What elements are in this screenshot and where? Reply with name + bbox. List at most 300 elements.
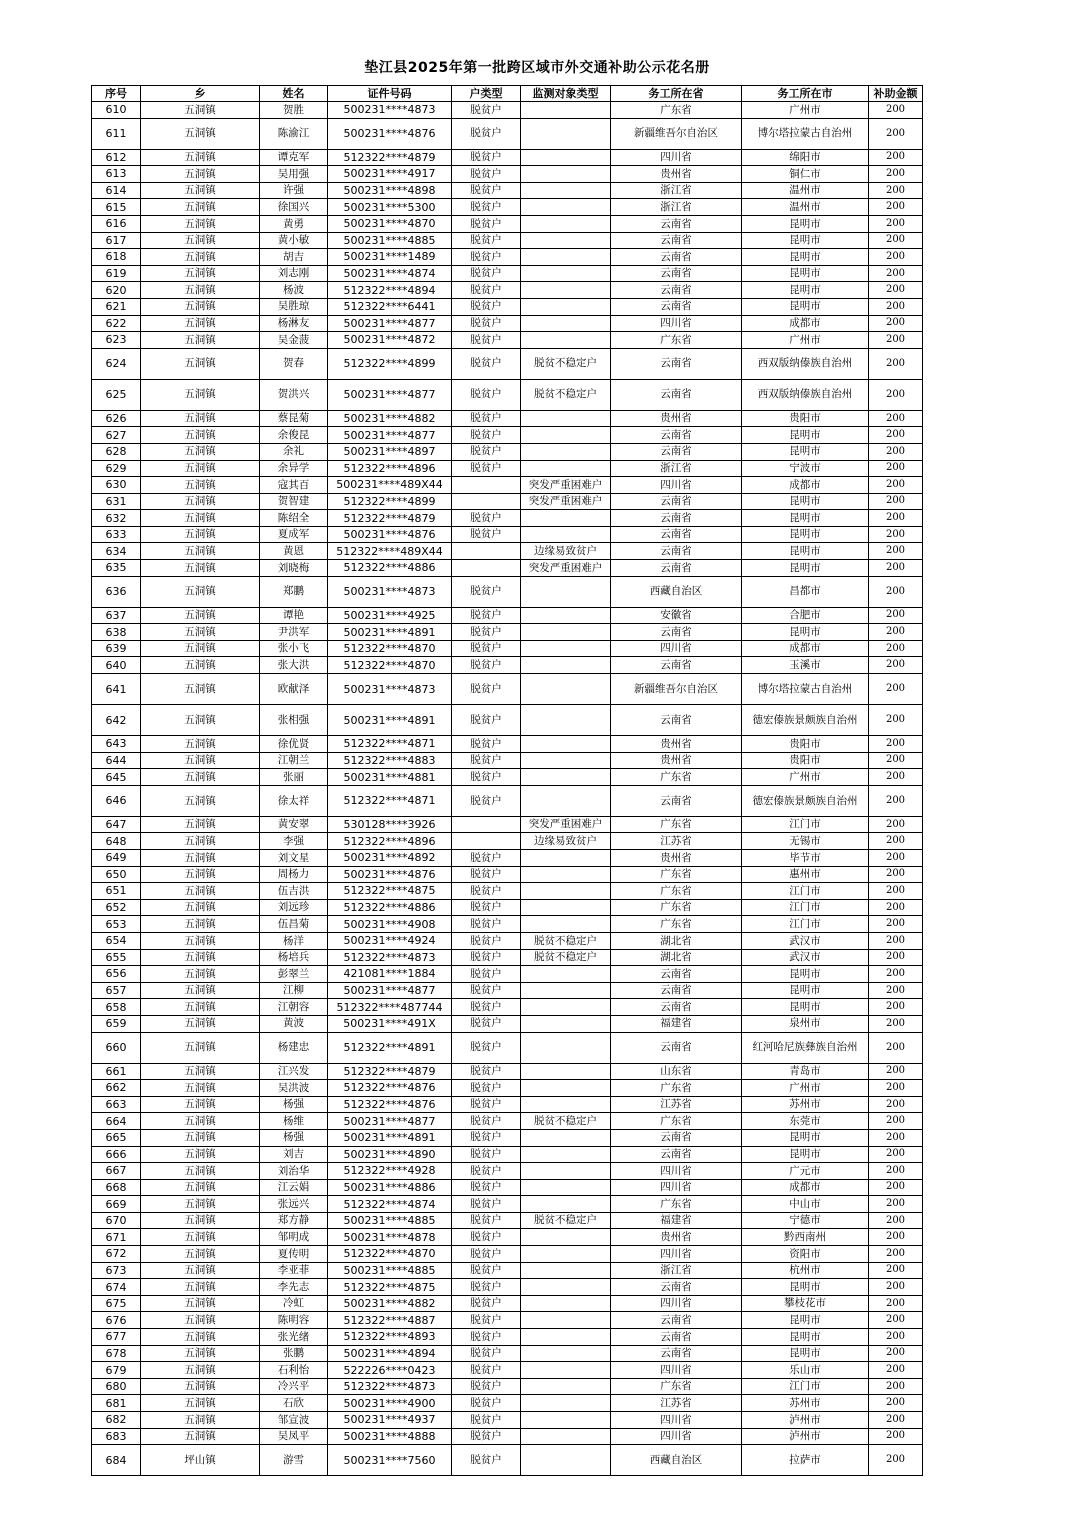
row-household-type: 脱贫户 xyxy=(452,348,521,379)
row-work-province: 云南省 xyxy=(611,1146,742,1163)
row-work-province: 四川省 xyxy=(611,1362,742,1379)
row-name: 石欣 xyxy=(260,1395,328,1412)
row-id-number: 500231****4890 xyxy=(328,1146,452,1163)
row-monitor-type xyxy=(521,265,611,282)
row-work-province: 云南省 xyxy=(611,443,742,460)
row-name: 黄勇 xyxy=(260,215,328,232)
table-row xyxy=(92,443,923,460)
table-row xyxy=(92,379,923,410)
row-work-city: 昆明市 xyxy=(742,526,869,543)
table-row xyxy=(92,1015,923,1032)
row-name: 江云娟 xyxy=(260,1179,328,1196)
row-id-number: 512322****4871 xyxy=(328,736,452,753)
row-subsidy-amount: 200 xyxy=(869,883,923,900)
table-row xyxy=(92,149,923,166)
row-index: 663 xyxy=(92,1096,141,1113)
row-monitor-type: 脱贫不稳定户 xyxy=(521,348,611,379)
row-work-city: 昆明市 xyxy=(742,493,869,510)
row-township: 五洞镇 xyxy=(141,785,260,816)
row-monitor-type xyxy=(521,510,611,527)
row-township: 五洞镇 xyxy=(141,543,260,560)
row-township: 五洞镇 xyxy=(141,1146,260,1163)
row-name: 余异学 xyxy=(260,460,328,477)
row-household-type: 脱贫户 xyxy=(452,1015,521,1032)
row-subsidy-amount: 200 xyxy=(869,1445,923,1476)
row-work-province: 云南省 xyxy=(611,785,742,816)
row-household-type: 脱贫户 xyxy=(452,1146,521,1163)
table-row xyxy=(92,477,923,494)
row-name: 冷虹 xyxy=(260,1295,328,1312)
row-index: 660 xyxy=(92,1032,141,1063)
row-monitor-type xyxy=(521,640,611,657)
row-township: 五洞镇 xyxy=(141,1163,260,1180)
table-row xyxy=(92,199,923,216)
row-name: 张远兴 xyxy=(260,1196,328,1213)
row-subsidy-amount: 200 xyxy=(869,624,923,641)
table-row xyxy=(92,916,923,933)
row-id-number: 500231****4882 xyxy=(328,1295,452,1312)
row-id-number: 512322****4886 xyxy=(328,560,452,577)
row-index: 626 xyxy=(92,410,141,427)
row-index: 681 xyxy=(92,1395,141,1412)
row-subsidy-amount: 200 xyxy=(869,949,923,966)
row-work-province: 云南省 xyxy=(611,232,742,249)
row-work-province: 贵州省 xyxy=(611,850,742,867)
row-monitor-type xyxy=(521,443,611,460)
row-work-city: 昆明市 xyxy=(742,1146,869,1163)
row-township: 五洞镇 xyxy=(141,560,260,577)
row-work-province: 四川省 xyxy=(611,315,742,332)
row-index: 661 xyxy=(92,1063,141,1080)
row-subsidy-amount: 200 xyxy=(869,215,923,232)
row-household-type: 脱贫户 xyxy=(452,1163,521,1180)
row-work-city: 红河哈尼族彝族自治州 xyxy=(742,1032,869,1063)
row-id-number: 500231****4898 xyxy=(328,182,452,199)
row-monitor-type: 脱贫不稳定户 xyxy=(521,1212,611,1229)
row-work-city: 昆明市 xyxy=(742,1312,869,1329)
row-name: 刘文星 xyxy=(260,850,328,867)
table-row xyxy=(92,640,923,657)
row-id-number: 512322****4870 xyxy=(328,1246,452,1263)
row-township: 五洞镇 xyxy=(141,624,260,641)
row-work-province: 广东省 xyxy=(611,332,742,349)
row-work-city: 广州市 xyxy=(742,769,869,786)
row-id-number: 512322****4871 xyxy=(328,785,452,816)
row-index: 637 xyxy=(92,607,141,624)
row-id-number: 500231****4877 xyxy=(328,1113,452,1130)
row-work-province: 云南省 xyxy=(611,427,742,444)
row-household-type: 脱贫户 xyxy=(452,1345,521,1362)
row-monitor-type xyxy=(521,769,611,786)
row-id-number: 500231****4882 xyxy=(328,410,452,427)
row-work-province: 贵州省 xyxy=(611,166,742,183)
row-index: 649 xyxy=(92,850,141,867)
table-row xyxy=(92,1096,923,1113)
row-name: 杨洋 xyxy=(260,932,328,949)
row-name: 冷兴平 xyxy=(260,1378,328,1395)
row-township: 五洞镇 xyxy=(141,640,260,657)
row-name: 邹明成 xyxy=(260,1229,328,1246)
row-monitor-type xyxy=(521,1279,611,1296)
row-household-type: 脱贫户 xyxy=(452,1412,521,1429)
row-household-type: 脱贫户 xyxy=(452,1229,521,1246)
row-monitor-type xyxy=(521,526,611,543)
row-work-city: 绵阳市 xyxy=(742,149,869,166)
row-township: 五洞镇 xyxy=(141,916,260,933)
row-id-number: 500231****489X44 xyxy=(328,477,452,494)
row-township: 五洞镇 xyxy=(141,1212,260,1229)
row-township: 五洞镇 xyxy=(141,1113,260,1130)
row-work-province: 四川省 xyxy=(611,1412,742,1429)
row-id-number: 500231****4924 xyxy=(328,932,452,949)
row-monitor-type xyxy=(521,1378,611,1395)
row-id-number: 512322****4893 xyxy=(328,1329,452,1346)
row-subsidy-amount: 200 xyxy=(869,1329,923,1346)
row-monitor-type xyxy=(521,752,611,769)
row-name: 刘晓梅 xyxy=(260,560,328,577)
table-row xyxy=(92,560,923,577)
row-index: 625 xyxy=(92,379,141,410)
row-township: 五洞镇 xyxy=(141,332,260,349)
row-subsidy-amount: 200 xyxy=(869,265,923,282)
row-id-number: 512322****4886 xyxy=(328,899,452,916)
table-row xyxy=(92,249,923,266)
row-id-number: 512322****4873 xyxy=(328,1378,452,1395)
table-row xyxy=(92,332,923,349)
row-work-city: 贵阳市 xyxy=(742,410,869,427)
row-id-number: 500231****4885 xyxy=(328,232,452,249)
row-subsidy-amount: 200 xyxy=(869,1279,923,1296)
row-township: 五洞镇 xyxy=(141,752,260,769)
row-monitor-type xyxy=(521,899,611,916)
row-index: 638 xyxy=(92,624,141,641)
row-work-province: 云南省 xyxy=(611,1312,742,1329)
row-subsidy-amount: 200 xyxy=(869,1312,923,1329)
row-id-number: 500231****4873 xyxy=(328,576,452,607)
row-work-province: 广东省 xyxy=(611,1378,742,1395)
row-monitor-type: 边缘易致贫户 xyxy=(521,543,611,560)
row-index: 657 xyxy=(92,982,141,999)
row-index: 643 xyxy=(92,736,141,753)
row-township: 五洞镇 xyxy=(141,705,260,736)
row-id-number: 500231****4894 xyxy=(328,1345,452,1362)
row-monitor-type xyxy=(521,1129,611,1146)
row-work-province: 江苏省 xyxy=(611,1096,742,1113)
row-work-city: 德宏傣族景颇族自治州 xyxy=(742,785,869,816)
row-index: 646 xyxy=(92,785,141,816)
table-row xyxy=(92,1262,923,1279)
row-household-type: 脱贫户 xyxy=(452,166,521,183)
row-name: 贺春 xyxy=(260,348,328,379)
row-work-city: 温州市 xyxy=(742,199,869,216)
row-id-number: 500231****4877 xyxy=(328,379,452,410)
row-township: 五洞镇 xyxy=(141,118,260,149)
row-index: 668 xyxy=(92,1179,141,1196)
row-work-city: 昆明市 xyxy=(742,282,869,299)
row-id-number: 512322****4870 xyxy=(328,640,452,657)
row-index: 627 xyxy=(92,427,141,444)
row-index: 652 xyxy=(92,899,141,916)
row-household-type: 脱贫户 xyxy=(452,249,521,266)
table-row xyxy=(92,315,923,332)
row-work-city: 攀枝花市 xyxy=(742,1295,869,1312)
row-monitor-type xyxy=(521,736,611,753)
row-work-province: 云南省 xyxy=(611,657,742,674)
row-monitor-type xyxy=(521,1246,611,1263)
row-household-type: 脱贫户 xyxy=(452,1179,521,1196)
row-township: 五洞镇 xyxy=(141,1345,260,1362)
row-name: 黄小敏 xyxy=(260,232,328,249)
table-row xyxy=(92,102,923,119)
row-household-type: 脱贫户 xyxy=(452,1312,521,1329)
row-household-type xyxy=(452,543,521,560)
row-subsidy-amount: 200 xyxy=(869,526,923,543)
row-work-province: 云南省 xyxy=(611,1279,742,1296)
row-index: 644 xyxy=(92,752,141,769)
row-subsidy-amount: 200 xyxy=(869,999,923,1016)
row-work-province: 广东省 xyxy=(611,916,742,933)
page-title: 垫江县2025年第一批跨区域市外交通补助公示花名册 xyxy=(364,60,710,76)
row-work-city: 毕节市 xyxy=(742,850,869,867)
row-index: 653 xyxy=(92,916,141,933)
header-name: 姓名 xyxy=(260,86,328,102)
row-id-number: 512322****4883 xyxy=(328,752,452,769)
row-index: 642 xyxy=(92,705,141,736)
row-work-city: 贵阳市 xyxy=(742,736,869,753)
row-work-province: 广东省 xyxy=(611,866,742,883)
row-monitor-type: 脱贫不稳定户 xyxy=(521,949,611,966)
row-work-city: 温州市 xyxy=(742,182,869,199)
row-subsidy-amount: 200 xyxy=(869,576,923,607)
row-id-number: 512322****4879 xyxy=(328,510,452,527)
row-subsidy-amount: 200 xyxy=(869,1362,923,1379)
row-id-number: 500231****4897 xyxy=(328,443,452,460)
row-work-city: 昆明市 xyxy=(742,249,869,266)
row-township: 五洞镇 xyxy=(141,102,260,119)
row-household-type: 脱贫户 xyxy=(452,785,521,816)
table-row xyxy=(92,1129,923,1146)
row-household-type: 脱贫户 xyxy=(452,866,521,883)
row-index: 672 xyxy=(92,1246,141,1263)
row-subsidy-amount: 200 xyxy=(869,1129,923,1146)
row-work-city: 昆明市 xyxy=(742,1129,869,1146)
row-township: 五洞镇 xyxy=(141,379,260,410)
row-name: 张相强 xyxy=(260,705,328,736)
table-row xyxy=(92,607,923,624)
table-row xyxy=(92,543,923,560)
row-monitor-type xyxy=(521,1196,611,1213)
row-index: 671 xyxy=(92,1229,141,1246)
row-work-province: 云南省 xyxy=(611,966,742,983)
row-index: 616 xyxy=(92,215,141,232)
row-township: 五洞镇 xyxy=(141,410,260,427)
row-work-city: 东莞市 xyxy=(742,1113,869,1130)
row-household-type xyxy=(452,816,521,833)
table-row xyxy=(92,1395,923,1412)
row-household-type: 脱贫户 xyxy=(452,215,521,232)
row-work-city: 铜仁市 xyxy=(742,166,869,183)
row-subsidy-amount: 200 xyxy=(869,149,923,166)
table-row xyxy=(92,966,923,983)
row-township: 五洞镇 xyxy=(141,866,260,883)
row-subsidy-amount: 200 xyxy=(869,460,923,477)
row-index: 669 xyxy=(92,1196,141,1213)
row-household-type: 脱贫户 xyxy=(452,298,521,315)
row-work-city: 泉州市 xyxy=(742,1015,869,1032)
row-name: 杨培兵 xyxy=(260,949,328,966)
row-monitor-type xyxy=(521,674,611,705)
row-work-province: 云南省 xyxy=(611,510,742,527)
row-index: 664 xyxy=(92,1113,141,1130)
row-work-province: 新疆维吾尔自治区 xyxy=(611,118,742,149)
header-index: 序号 xyxy=(92,86,141,102)
row-work-province: 浙江省 xyxy=(611,199,742,216)
row-subsidy-amount: 200 xyxy=(869,785,923,816)
row-township: 五洞镇 xyxy=(141,657,260,674)
table-row xyxy=(92,1246,923,1263)
table-row xyxy=(92,850,923,867)
row-work-city: 昆明市 xyxy=(742,510,869,527)
table-row xyxy=(92,298,923,315)
row-household-type: 脱贫户 xyxy=(452,932,521,949)
row-household-type: 脱贫户 xyxy=(452,410,521,427)
row-index: 679 xyxy=(92,1362,141,1379)
row-subsidy-amount: 200 xyxy=(869,560,923,577)
row-work-city: 武汉市 xyxy=(742,932,869,949)
row-index: 647 xyxy=(92,816,141,833)
row-monitor-type xyxy=(521,1412,611,1429)
row-subsidy-amount: 200 xyxy=(869,1412,923,1429)
row-name: 刘吉 xyxy=(260,1146,328,1163)
row-name: 徐国兴 xyxy=(260,199,328,216)
row-work-province: 浙江省 xyxy=(611,460,742,477)
row-work-city: 玉溪市 xyxy=(742,657,869,674)
row-id-number: 500231****4892 xyxy=(328,850,452,867)
row-work-city: 中山市 xyxy=(742,1196,869,1213)
row-work-province: 贵州省 xyxy=(611,1229,742,1246)
row-subsidy-amount: 200 xyxy=(869,850,923,867)
row-id-number: 500231****4877 xyxy=(328,315,452,332)
table-row xyxy=(92,526,923,543)
row-work-city: 宁德市 xyxy=(742,1212,869,1229)
row-work-province: 新疆维吾尔自治区 xyxy=(611,674,742,705)
row-household-type: 脱贫户 xyxy=(452,427,521,444)
header-subsidy-amount: 补助金额 xyxy=(869,86,923,102)
row-township: 五洞镇 xyxy=(141,1412,260,1429)
row-work-province: 广东省 xyxy=(611,899,742,916)
row-household-type: 脱贫户 xyxy=(452,1129,521,1146)
row-work-city: 昆明市 xyxy=(742,543,869,560)
row-subsidy-amount: 200 xyxy=(869,607,923,624)
row-household-type: 脱贫户 xyxy=(452,1378,521,1395)
row-work-city: 广州市 xyxy=(742,102,869,119)
row-township: 五洞镇 xyxy=(141,315,260,332)
row-work-city: 宁波市 xyxy=(742,460,869,477)
row-work-city: 苏州市 xyxy=(742,1395,869,1412)
row-id-number: 500231****4872 xyxy=(328,332,452,349)
row-household-type: 脱贫户 xyxy=(452,526,521,543)
row-name: 江兴发 xyxy=(260,1063,328,1080)
row-name: 李亚菲 xyxy=(260,1262,328,1279)
row-household-type xyxy=(452,833,521,850)
row-work-city: 广元市 xyxy=(742,1163,869,1180)
row-id-number: 500231****4937 xyxy=(328,1412,452,1429)
row-household-type: 脱贫户 xyxy=(452,102,521,119)
row-monitor-type xyxy=(521,1063,611,1080)
row-id-number: 512322****4899 xyxy=(328,493,452,510)
row-name: 刘远珍 xyxy=(260,899,328,916)
row-monitor-type xyxy=(521,1146,611,1163)
row-household-type: 脱贫户 xyxy=(452,1113,521,1130)
table-row xyxy=(92,1212,923,1229)
row-index: 621 xyxy=(92,298,141,315)
row-monitor-type xyxy=(521,1179,611,1196)
row-monitor-type xyxy=(521,410,611,427)
row-index: 613 xyxy=(92,166,141,183)
row-household-type: 脱贫户 xyxy=(452,1362,521,1379)
row-id-number: 512322****4899 xyxy=(328,348,452,379)
row-township: 五洞镇 xyxy=(141,477,260,494)
row-monitor-type: 突发严重困难户 xyxy=(521,477,611,494)
row-subsidy-amount: 200 xyxy=(869,1229,923,1246)
table-row xyxy=(92,460,923,477)
row-household-type: 脱贫户 xyxy=(452,1329,521,1346)
row-id-number: 530128****3926 xyxy=(328,816,452,833)
row-township: 五洞镇 xyxy=(141,348,260,379)
row-name: 尹洪军 xyxy=(260,624,328,641)
row-monitor-type xyxy=(521,427,611,444)
row-id-number: 500231****4908 xyxy=(328,916,452,933)
row-subsidy-amount: 200 xyxy=(869,640,923,657)
row-work-city: 德宏傣族景颇族自治州 xyxy=(742,705,869,736)
row-household-type: 脱贫户 xyxy=(452,736,521,753)
row-township: 五洞镇 xyxy=(141,1262,260,1279)
row-name: 邹宣波 xyxy=(260,1412,328,1429)
row-name: 余礼 xyxy=(260,443,328,460)
row-work-province: 四川省 xyxy=(611,1428,742,1445)
row-township: 五洞镇 xyxy=(141,1329,260,1346)
row-monitor-type: 突发严重困难户 xyxy=(521,816,611,833)
row-subsidy-amount: 200 xyxy=(869,1179,923,1196)
table-row xyxy=(92,705,923,736)
row-household-type: 脱贫户 xyxy=(452,916,521,933)
row-subsidy-amount: 200 xyxy=(869,866,923,883)
row-subsidy-amount: 200 xyxy=(869,543,923,560)
row-work-city: 昆明市 xyxy=(742,982,869,999)
table-row xyxy=(92,674,923,705)
row-name: 蔡昆菊 xyxy=(260,410,328,427)
table-row xyxy=(92,769,923,786)
row-township: 五洞镇 xyxy=(141,883,260,900)
row-name: 黄恩 xyxy=(260,543,328,560)
row-work-province: 广东省 xyxy=(611,1113,742,1130)
row-household-type: 脱贫户 xyxy=(452,999,521,1016)
table-row xyxy=(92,1445,923,1476)
row-name: 江柳 xyxy=(260,982,328,999)
row-index: 629 xyxy=(92,460,141,477)
row-work-city: 黔西南州 xyxy=(742,1229,869,1246)
row-work-province: 云南省 xyxy=(611,249,742,266)
row-id-number: 500231****4876 xyxy=(328,118,452,149)
row-id-number: 512322****4876 xyxy=(328,1080,452,1097)
row-work-province: 广东省 xyxy=(611,1080,742,1097)
row-work-city: 江门市 xyxy=(742,899,869,916)
row-name: 贺洪兴 xyxy=(260,379,328,410)
header-row xyxy=(92,86,923,102)
row-subsidy-amount: 200 xyxy=(869,477,923,494)
row-township: 五洞镇 xyxy=(141,850,260,867)
table-row xyxy=(92,949,923,966)
